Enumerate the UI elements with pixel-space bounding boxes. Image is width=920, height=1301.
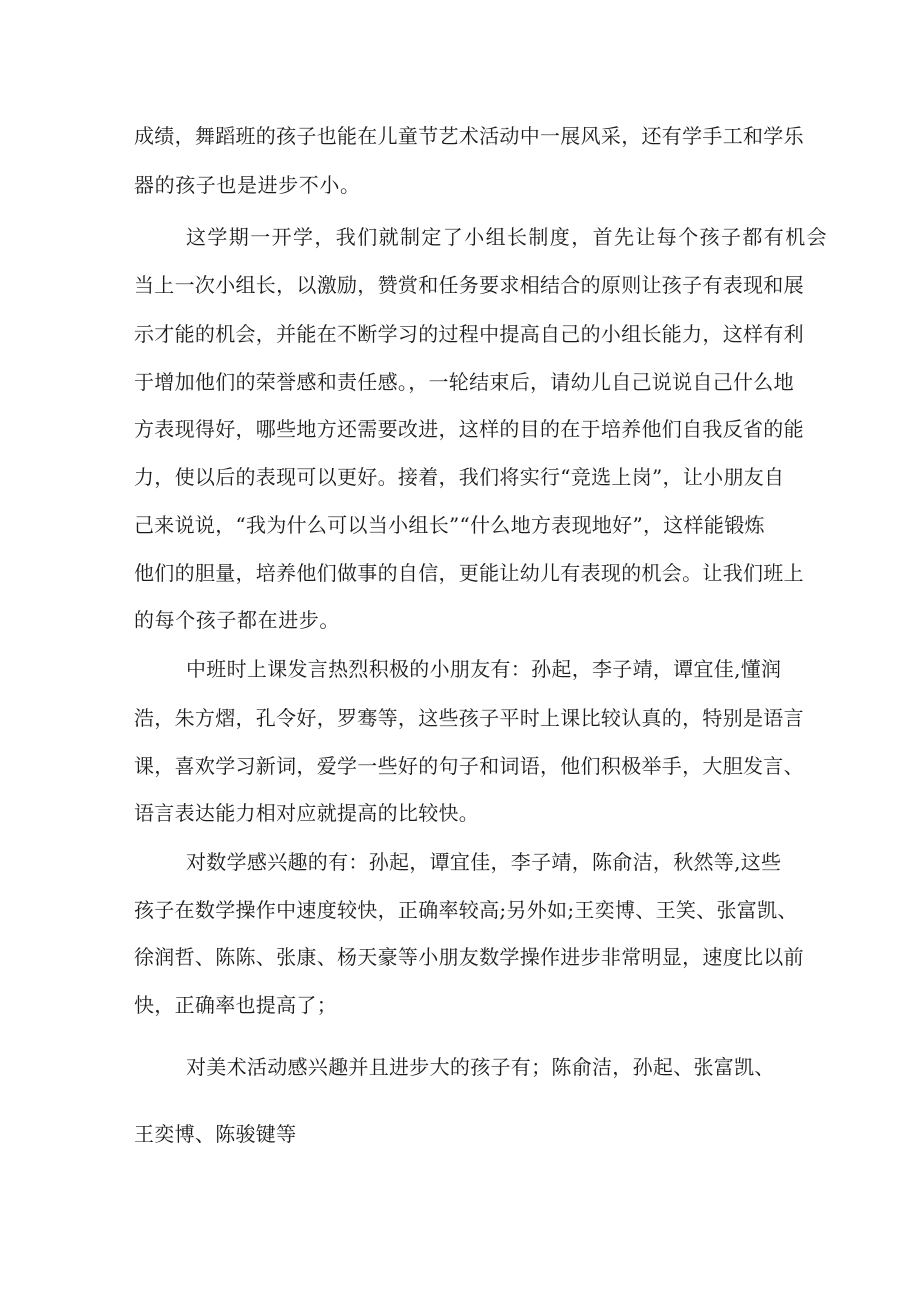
text-line: 力，使以后的表现可以更好。接着，我们将实行“竞选上岗”，让小朋友自 [134, 465, 785, 489]
text-line: 课，喜欢学习新词，爱学一些好的句子和词语，他们积极举手，大胆发言、 [134, 754, 804, 778]
text-line: 的每个孩子都在进步。 [134, 608, 340, 632]
text-line: 当上一次小组长，以激励，赞赏和任务要求相结合的原则让孩子有表现和展 [134, 273, 804, 297]
text-line: 浩，朱方熠，孔令好，罗骞等，这些孩子平时上课比较认真的，特别是语言 [134, 706, 804, 730]
text-line: 方表现得好，哪些地方还需要改进，这样的目的在于培养他们自我反省的能 [134, 417, 804, 441]
text-line: 语言表达能力相对应就提高的比较快。 [134, 801, 480, 825]
text-line: 于增加他们的荣誉感和责任感。，一轮结束后，请幼儿自己说说自己什么地 [134, 370, 794, 394]
text-line: 中班时上课发言热烈积极的小朋友有：孙起，李子靖，谭宜佳,懂润 [186, 657, 782, 681]
text-line: 快，正确率也提高了； [134, 993, 337, 1017]
text-line: 孩子在数学操作中速度较快，正确率较高;另外如;王奕博、王笑、张富凯、 [134, 898, 798, 922]
text-line: 器的孩子也是进步不小。 [134, 173, 361, 197]
text-line: 对数学感兴趣的有：孙起，谭宜佳，李子靖，陈俞洁，秋然等,这些 [186, 850, 782, 874]
text-line: 王奕博、陈骏键等 [134, 1122, 297, 1146]
text-line: 对美术活动感兴趣并且进步大的孩子有；陈俞洁，孙起、张富凯、 [186, 1055, 775, 1079]
text-line: 示才能的机会，并能在不断学习的过程中提高自己的小组长能力，这样有利 [134, 322, 804, 346]
text-line: 己来说说，“我为什么可以当小组长”“什么地方表现地好”，这样能锻炼 [134, 513, 765, 537]
text-line: 成绩，舞蹈班的孩子也能在儿童节艺术活动中一展风采，还有学手工和学乐 [134, 124, 804, 148]
text-line: 他们的胆量，培养他们做事的自信，更能让幼儿有表现的机会。让我们班上 [134, 561, 804, 585]
text-line: 徐润哲、陈陈、张康、杨天豪等小朋友数学操作进步非常明显，速度比以前 [134, 945, 804, 969]
text-line: 这学期一开学，我们就制定了小组长制度，首先让每个孩子都有机会 [186, 225, 828, 249]
